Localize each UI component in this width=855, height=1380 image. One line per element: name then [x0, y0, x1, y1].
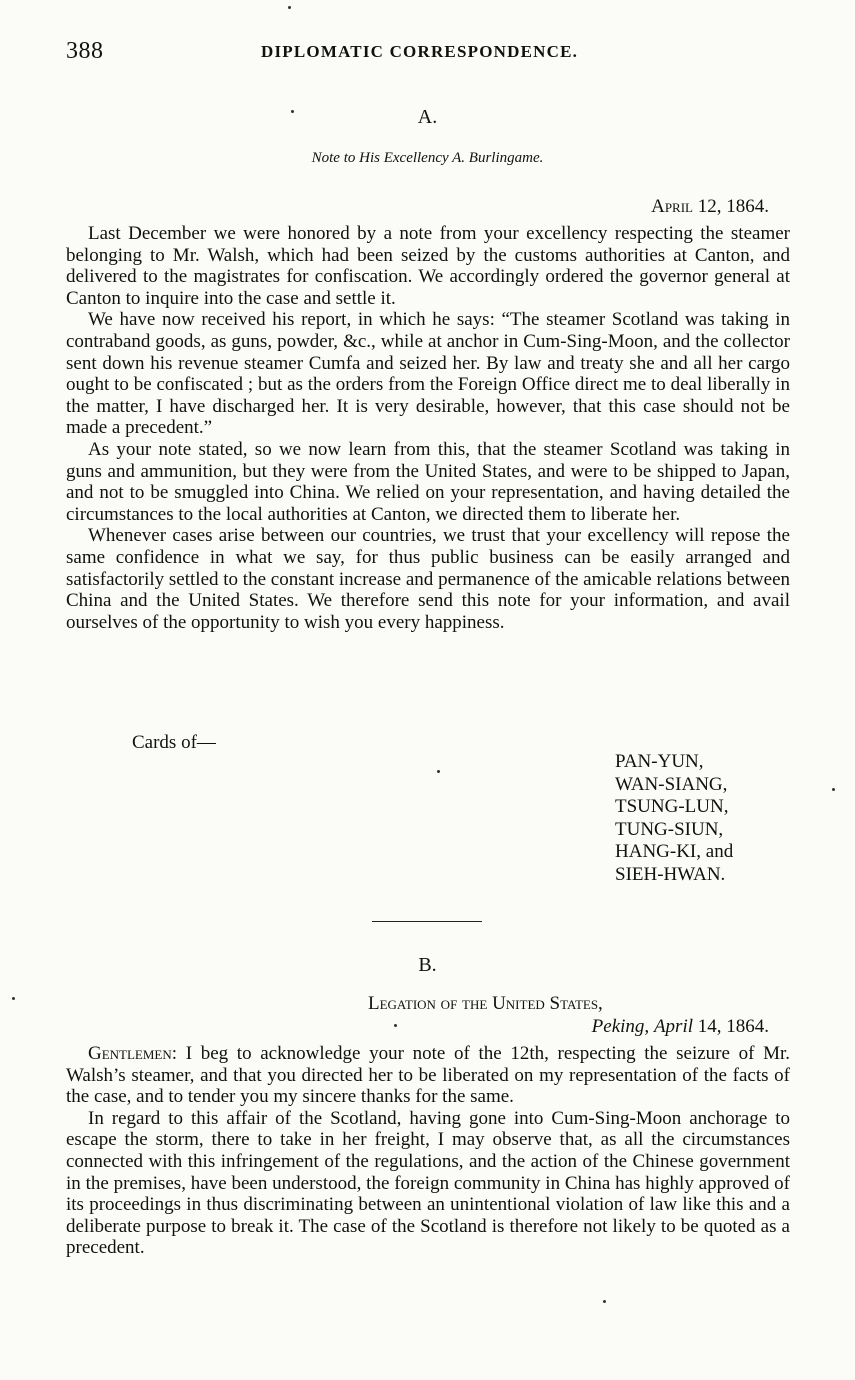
print-speck [437, 770, 440, 773]
note-paragraph: Last December we were honored by a note from your excellency respecting the steamer belonging to Mr. Walsh, which had been seized by the customs authorities at Canton, and delivered to the magistrates for confiscation. We accordingly ordered the governor general at Canton to inquire into the case and settle it. [66, 223, 790, 309]
note-paragraph: We have now received his report, in which he says: “The steamer Scotland was taking in contraband goods, as guns, powder, &c., while at anchor in Cum-Sing-Moon, and the collector sent down his revenue steamer Cumfa and seized her. By law and treaty she and all her cargo ought to be confiscated ; but as the orders from the Foreign Office direct me to deal liberally in the matter, I have discharged her. It is very desirable, however, that this case should not be made a precedent.” [66, 309, 790, 439]
running-head: DIPLOMATIC CORRESPONDENCE. [261, 42, 579, 61]
date-month: April [653, 1016, 693, 1037]
letter-body [66, 1043, 790, 1259]
date-rest: 14, 1864. [697, 1016, 769, 1037]
print-speck [288, 6, 291, 9]
letter-paragraph: In regard to this affair of the Scotland, having gone into Cum-Sing-Moon anchorage to escape the storm, there to take in her freight, I may observe that, as all the circumstances connected with this infringement of the regulations, and the action of the Chinese government in the premises, have been understood, the foreign community in China has highly approved of its proceedings in thus discriminating between an unintentional violation of law like this and a deliberate purpose to break it. The case of the Scotland is therefore not likely to be quoted as a precedent. [66, 1107, 790, 1259]
cards-of-line: Cards of— [132, 732, 216, 753]
page-header [66, 38, 786, 68]
signatory-list [615, 751, 733, 887]
signatory-name: PAN-YUN, [615, 751, 704, 772]
section-b-heading: B. [418, 954, 437, 976]
note-body [66, 223, 790, 633]
note-paragraph: As your note stated, so we now learn from this, that the steamer Scotland was taking in guns and ammunition, but they were from the United States, and were to be shipped to Japan, and not to be smuggled into China. We relied on your representation, and having detailed the circumstances to the local authorities at Canton, we directed them to liberate her. [66, 438, 790, 525]
print-speck [603, 1300, 606, 1303]
print-speck [394, 1024, 397, 1027]
print-speck [291, 110, 294, 113]
signatory-name: TUNG-SIUN, [615, 818, 724, 840]
note-paragraph: Whenever cases arise between our countries, we trust that your excellency will repose the same confidence in what we say, for thus public business can be easily arranged and satisfactorily settled to the constant increase and permanence of the amicable relations between China and the United States. We therefore send this note for your information, and avail ourselves of the opportunity to wish you every happiness. [66, 525, 790, 633]
print-speck [832, 788, 835, 791]
print-speck [12, 997, 15, 1000]
place-date-line [592, 1016, 769, 1038]
signatory-name: WAN-SIANG, [615, 773, 728, 795]
signatory-name: TSUNG-LUN, [615, 796, 729, 818]
signatory-name: HANG-KI, and [615, 841, 734, 863]
legation-line: Legation of the United States, [368, 993, 603, 1014]
note-date: April 12, 1864. [651, 196, 769, 217]
letter-paragraph [66, 1043, 790, 1108]
page-number: 388 [66, 38, 104, 64]
letter-paragraph-text: I beg to acknowledge your note of the 12th, respecting the seizure of Mr. Walsh’s steamer, and that you directed her to be liberated on my representation of the facts of the case, and to tender you my sincere thanks for the same. [66, 1043, 791, 1108]
place-name: Peking, [591, 1016, 650, 1037]
note-title: Note to His Excellency A. Burlingame. [311, 150, 544, 166]
salutation: Gentlemen: [88, 1043, 178, 1064]
section-a-heading: A. [417, 106, 438, 128]
section-divider [372, 921, 482, 922]
signatory-name: SIEH-HWAN. [615, 863, 726, 885]
